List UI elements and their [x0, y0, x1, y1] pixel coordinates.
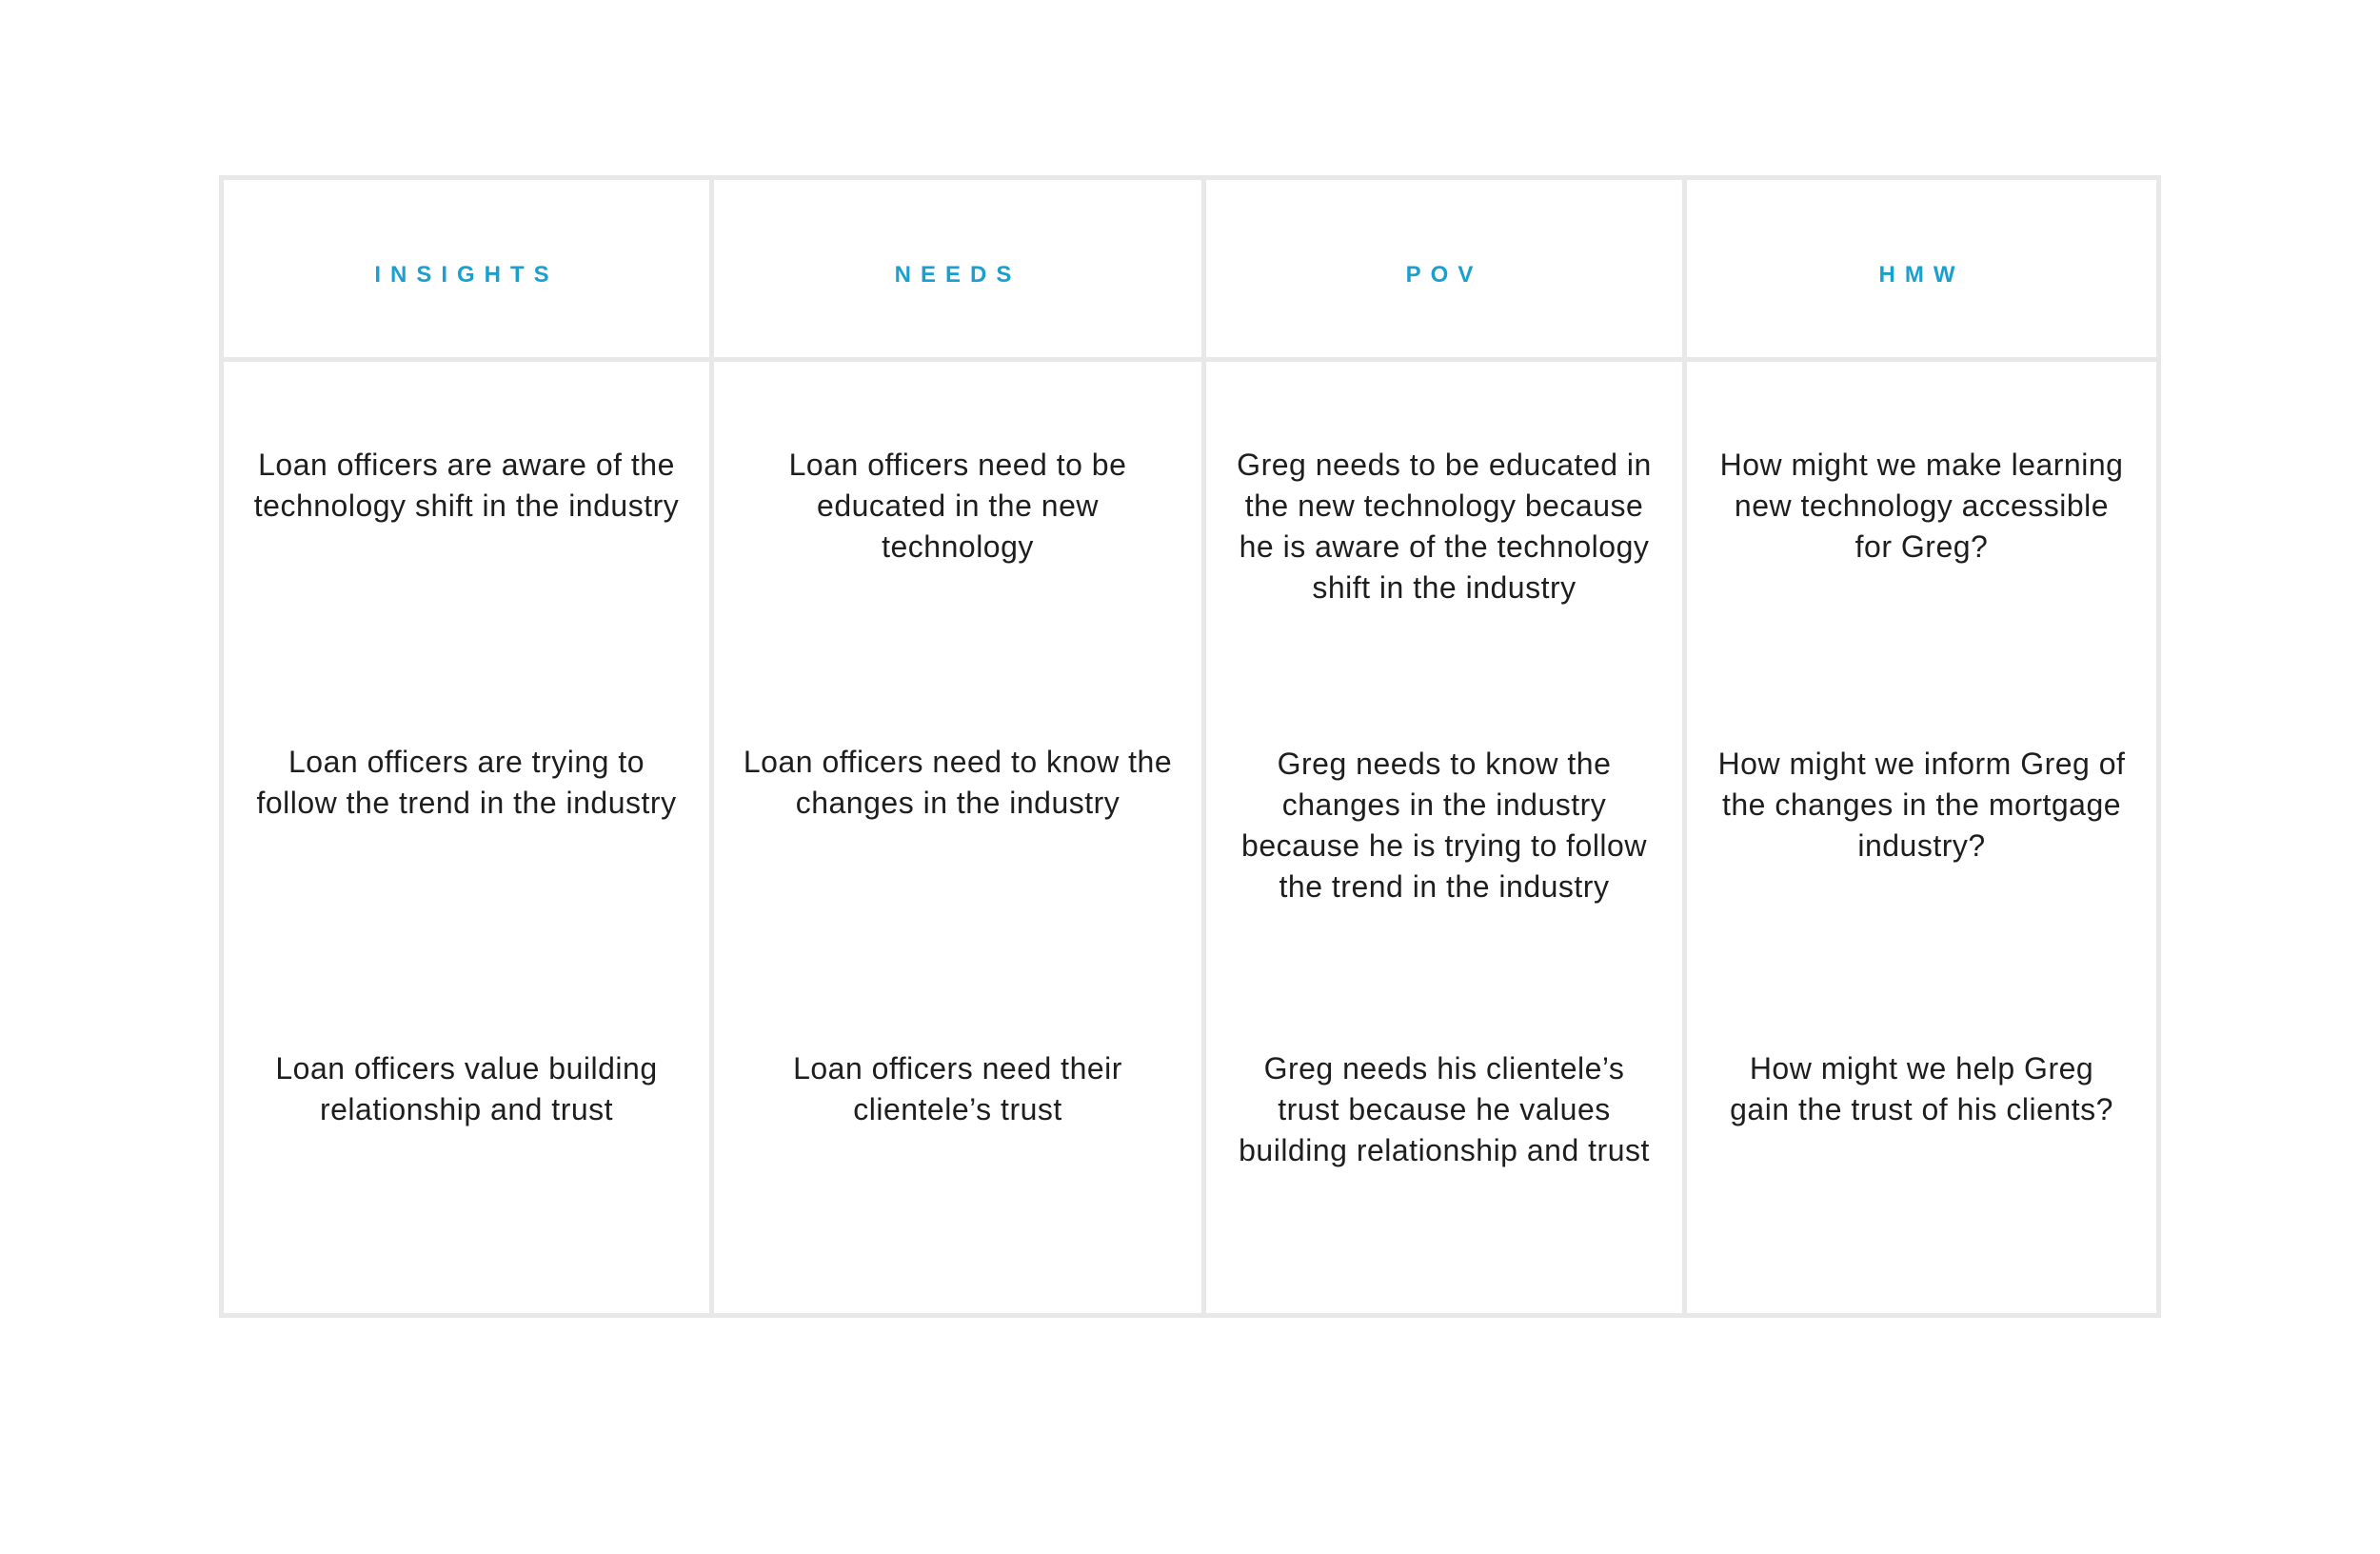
hmw-cell-3: How might we help Greg gain the trust of his clients? [1730, 1051, 2113, 1126]
hmw-cell-2: How might we inform Greg of the changes in the mortgage industry? [1717, 747, 2126, 863]
insight-cell-1: Loan officers are aware of the technology shift in the industry [253, 448, 680, 523]
need-cell-1: Loan officers need to be educated in the new technology [788, 448, 1127, 564]
insight-cell-2: Loan officers are trying to follow the trend in the industry [256, 745, 677, 820]
column-hmw [1687, 180, 2156, 1313]
column-header-needs: NEEDS [894, 262, 1021, 288]
need-cell-3: Loan officers need their clientele’s trust [793, 1051, 1122, 1126]
column-insights [224, 180, 709, 1313]
pov-cell-3: Greg needs his clientele’s trust because he values building relationship and trust [1239, 1051, 1650, 1167]
column-header-hmw: HMW [1878, 262, 1965, 288]
hmw-cell-1: How might we make learning new technology accessible for Greg? [1719, 448, 2124, 564]
column-needs [714, 180, 1201, 1313]
insight-cell-3: Loan officers value building relationship and trust [275, 1051, 658, 1126]
column-header-insights: INSIGHTS [374, 262, 559, 288]
pov-cell-2: Greg needs to know the changes in the industry because he is trying to follow the trend in the industry [1241, 747, 1647, 904]
column-pov [1206, 180, 1682, 1313]
pov-cell-1: Greg needs to be educated in the new technology because he is aware of the technology shift in the industry [1237, 448, 1652, 605]
column-header-pov: POV [1405, 262, 1483, 288]
need-cell-2: Loan officers need to know the changes in the industry [743, 745, 1173, 820]
synthesis-table [219, 175, 2161, 1318]
